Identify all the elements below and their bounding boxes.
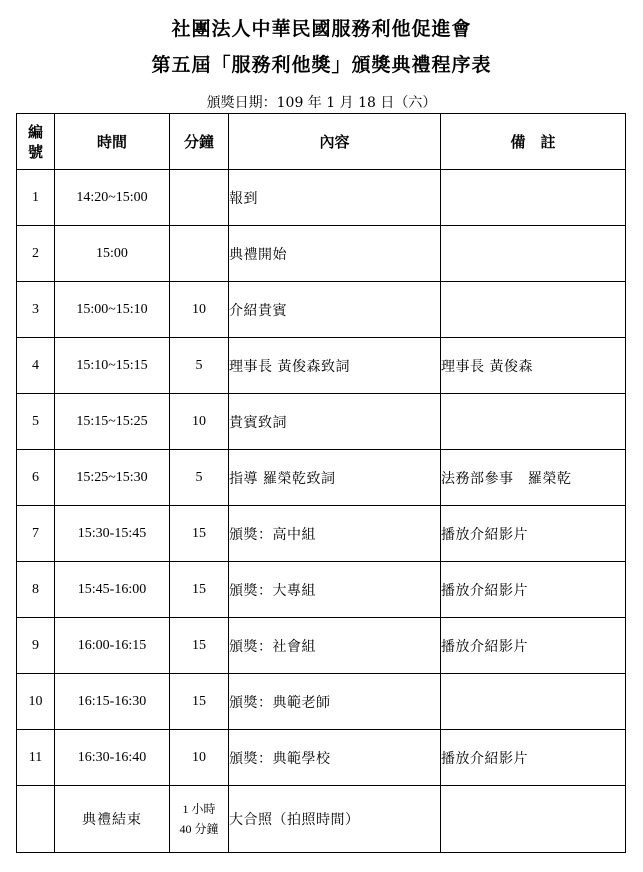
table-row	[17, 618, 626, 674]
row-minutes: 15	[170, 506, 229, 562]
row-minutes: 15	[170, 618, 229, 674]
row-no: 5	[17, 394, 55, 450]
header-no-text: 編號	[28, 122, 44, 161]
table-row	[17, 450, 626, 506]
row-no: 3	[17, 282, 55, 338]
row-no: 1	[17, 170, 55, 226]
row-minutes: 5	[170, 338, 229, 394]
row-minutes: 15	[170, 562, 229, 618]
table-row	[17, 394, 626, 450]
header-note: 備 註	[441, 114, 626, 170]
table-body	[17, 170, 626, 786]
document-title: 第五屆「服務利他獎」頒獎典禮程序表	[151, 54, 492, 76]
program-schedule-table	[16, 113, 626, 853]
row-time: 15:00	[55, 226, 170, 282]
header-no	[17, 114, 55, 170]
row-minutes: 10	[170, 282, 229, 338]
closing-note	[441, 786, 626, 853]
row-content: 頒獎：高中組	[229, 506, 441, 562]
org-title: 社團法人中華民國服務利他促進會	[171, 18, 472, 40]
row-note	[441, 394, 626, 450]
table-row	[17, 226, 626, 282]
row-no: 10	[17, 674, 55, 730]
row-note	[441, 170, 626, 226]
row-content: 報到	[229, 170, 441, 226]
row-note	[441, 282, 626, 338]
header-minutes: 分鐘	[170, 114, 229, 170]
row-time: 16:30-16:40	[55, 730, 170, 786]
table-row	[17, 562, 626, 618]
row-time: 14:20~15:00	[55, 170, 170, 226]
table-row	[17, 506, 626, 562]
award-date: 頒獎日期：109 年 1 月 18 日（六）	[206, 95, 437, 111]
row-no: 2	[17, 226, 55, 282]
row-content: 頒獎：社會組	[229, 618, 441, 674]
table-row	[17, 674, 626, 730]
row-content: 頒獎：典範學校	[229, 730, 441, 786]
row-note: 播放介紹影片	[441, 730, 626, 786]
row-time: 15:25~15:30	[55, 450, 170, 506]
closing-time: 典禮結束	[55, 786, 170, 853]
closing-row	[17, 786, 626, 853]
row-no: 11	[17, 730, 55, 786]
row-time: 16:15-16:30	[55, 674, 170, 730]
table-row	[17, 338, 626, 394]
row-time: 15:45-16:00	[55, 562, 170, 618]
row-time: 15:15~15:25	[55, 394, 170, 450]
row-note	[441, 674, 626, 730]
row-no: 8	[17, 562, 55, 618]
row-minutes	[170, 226, 229, 282]
row-time: 15:10~15:15	[55, 338, 170, 394]
row-content: 介紹貴賓	[229, 282, 441, 338]
row-content: 頒獎：大專組	[229, 562, 441, 618]
row-content: 頒獎：典範老師	[229, 674, 441, 730]
table-row	[17, 170, 626, 226]
row-note: 法務部參事 羅榮乾	[441, 450, 626, 506]
row-no: 4	[17, 338, 55, 394]
row-time: 15:00~15:10	[55, 282, 170, 338]
row-no: 6	[17, 450, 55, 506]
row-minutes: 10	[170, 394, 229, 450]
closing-no	[17, 786, 55, 853]
closing-duration-minutes: 40 分鐘	[179, 822, 219, 836]
row-time: 16:00-16:15	[55, 618, 170, 674]
row-time: 15:30-15:45	[55, 506, 170, 562]
row-content: 指導 羅榮乾致詞	[229, 450, 441, 506]
row-no: 7	[17, 506, 55, 562]
row-no: 9	[17, 618, 55, 674]
row-note: 理事長 黃俊森	[441, 338, 626, 394]
row-minutes: 5	[170, 450, 229, 506]
row-content: 典禮開始	[229, 226, 441, 282]
row-content: 貴賓致詞	[229, 394, 441, 450]
header-time: 時間	[55, 114, 170, 170]
row-note	[441, 226, 626, 282]
header-content: 內容	[229, 114, 441, 170]
row-minutes	[170, 170, 229, 226]
table-row	[17, 282, 626, 338]
row-note: 播放介紹影片	[441, 562, 626, 618]
table-row	[17, 730, 626, 786]
row-minutes: 15	[170, 674, 229, 730]
closing-duration-hours: 1 小時	[182, 802, 216, 816]
closing-duration	[170, 786, 229, 853]
row-note: 播放介紹影片	[441, 618, 626, 674]
row-content: 理事長 黃俊森致詞	[229, 338, 441, 394]
closing-content: 大合照（拍照時間）	[229, 786, 441, 853]
table-header-row	[17, 114, 626, 170]
row-note: 播放介紹影片	[441, 506, 626, 562]
row-minutes: 10	[170, 730, 229, 786]
